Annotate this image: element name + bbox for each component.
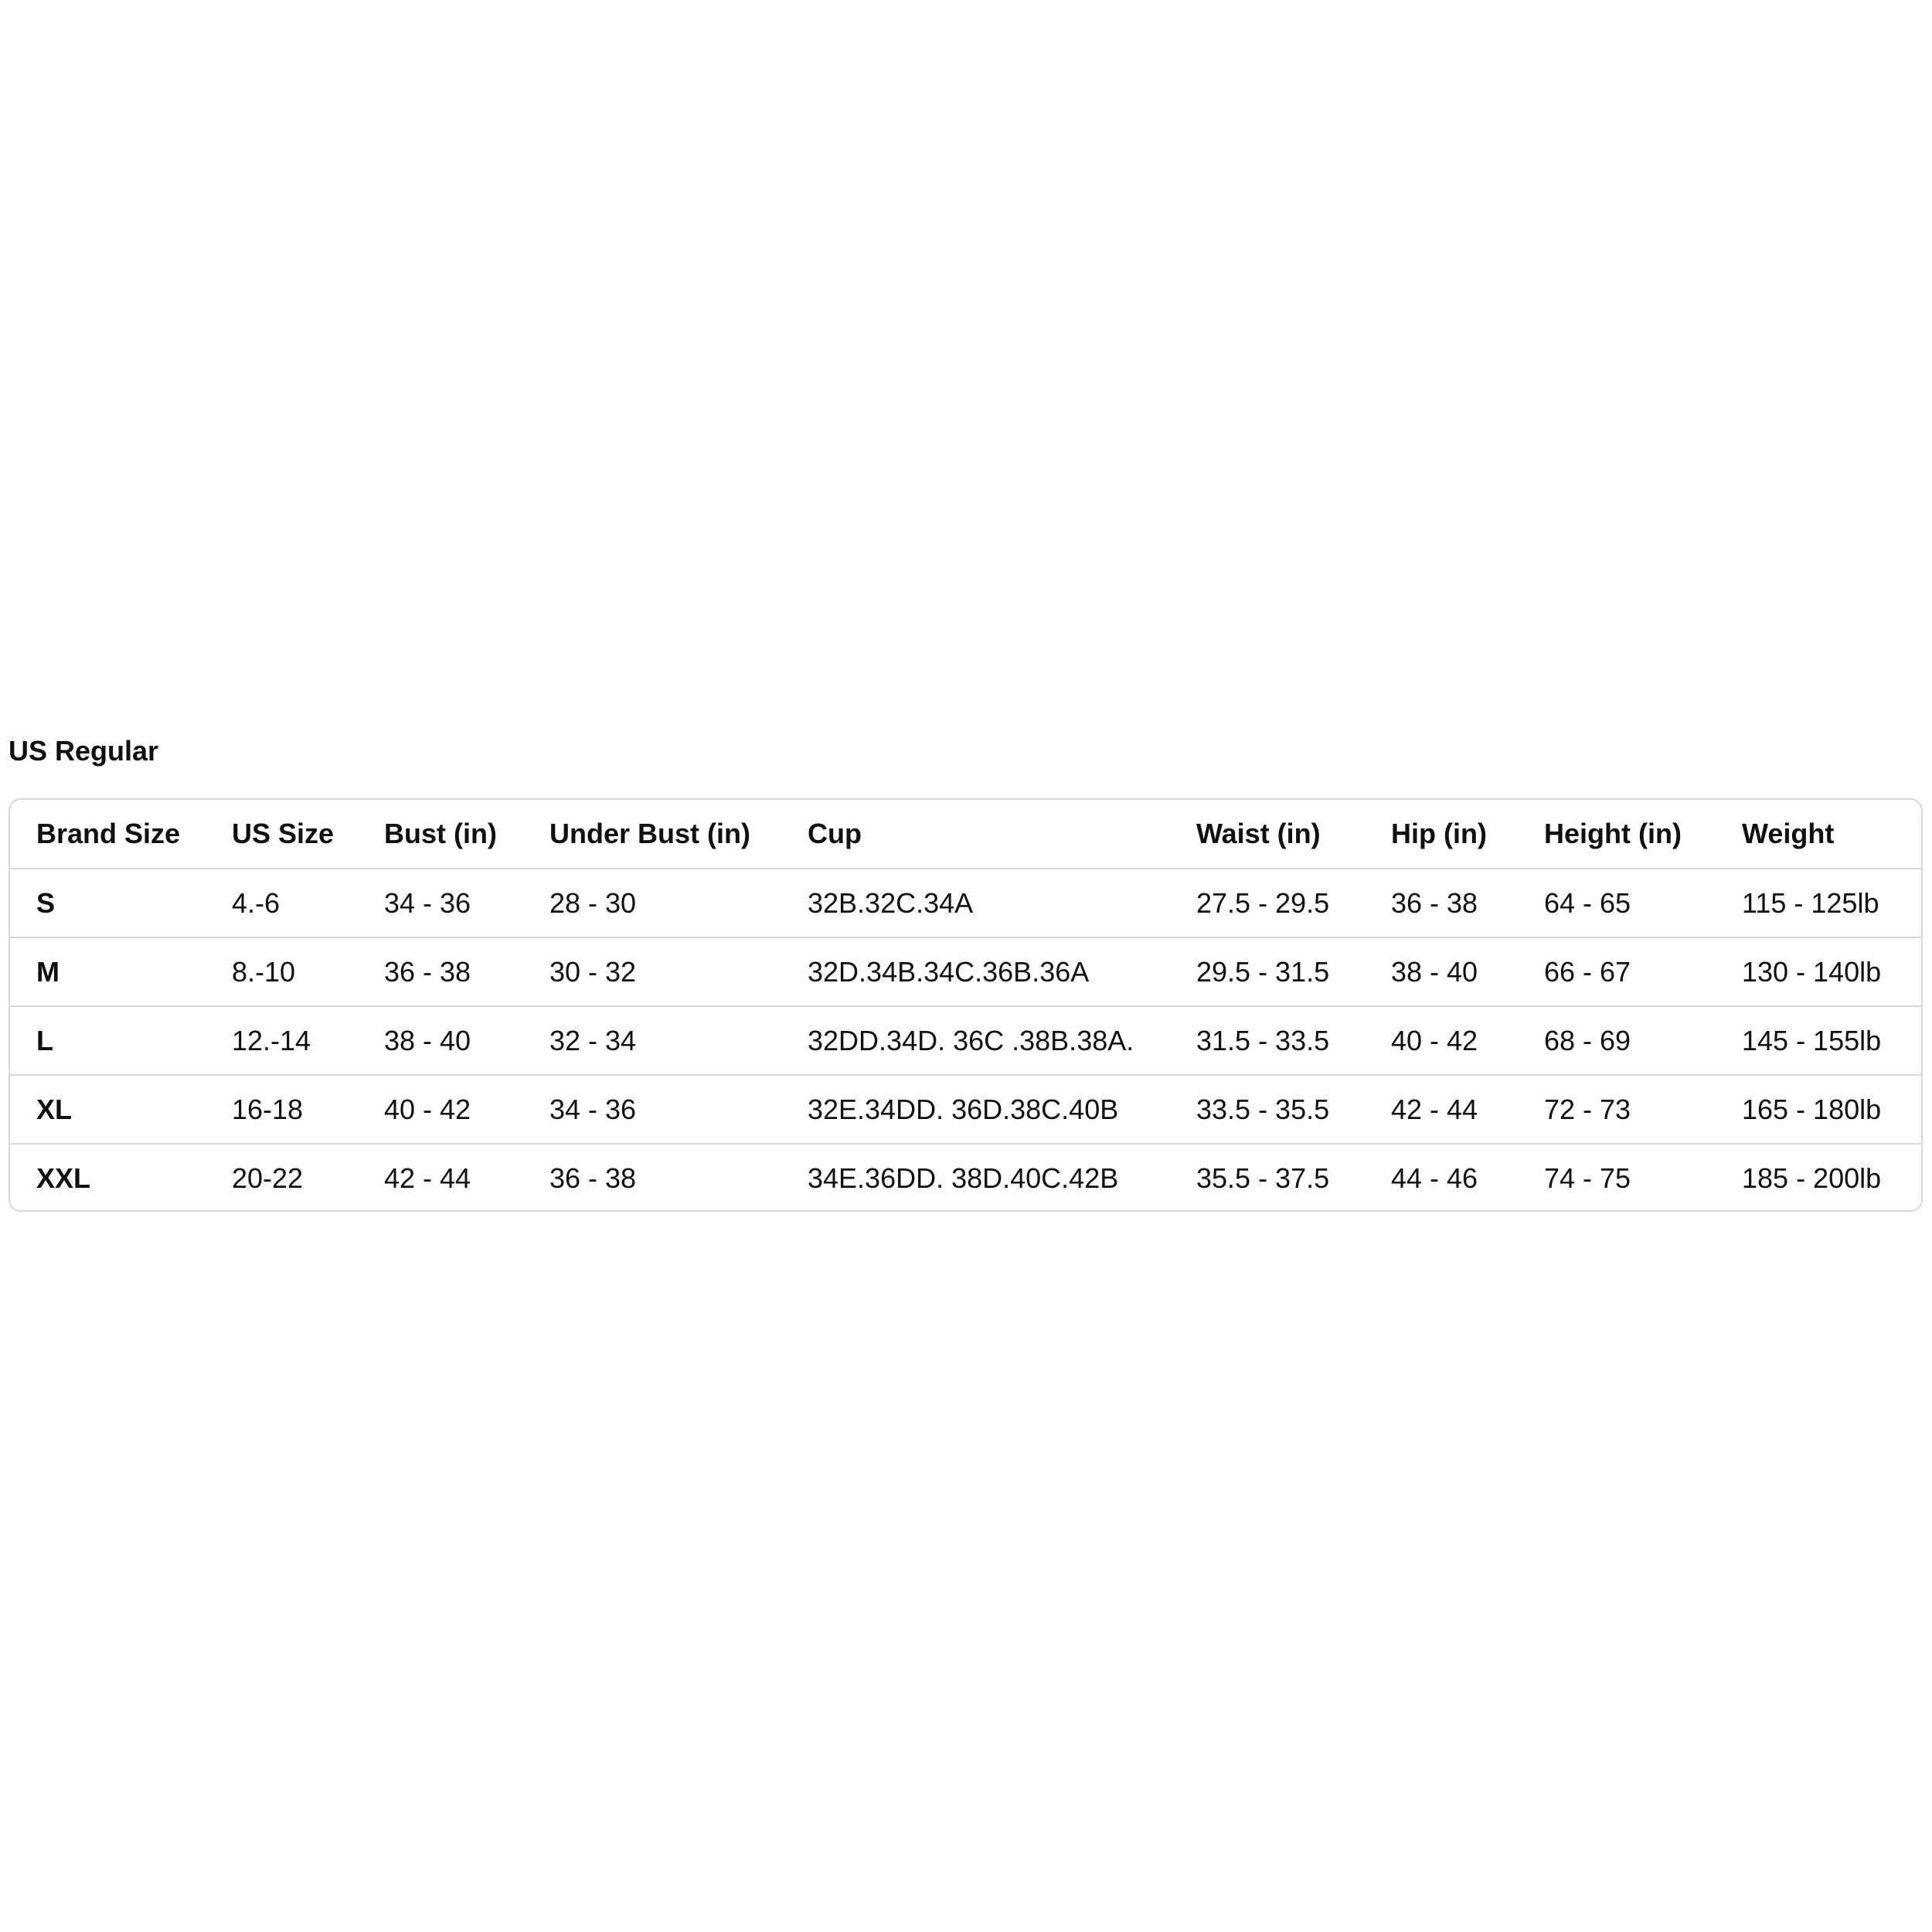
cell-hip: 38 - 40 xyxy=(1391,937,1544,1006)
table-row xyxy=(10,1144,1923,1212)
cell-bust: 36 - 38 xyxy=(384,937,549,1006)
cell-hip: 40 - 42 xyxy=(1391,1006,1544,1075)
cell-cup: 34E.36DD. 38D.40C.42B xyxy=(808,1144,1196,1212)
cell-height: 72 - 73 xyxy=(1544,1075,1742,1144)
column-header-weight: Weight xyxy=(1742,818,1835,849)
section-title: US Regular xyxy=(9,735,159,767)
cell-weight: 185 - 200lb xyxy=(1742,1144,1923,1212)
size-chart-table xyxy=(10,800,1923,1212)
cell-us-size: 4.-6 xyxy=(232,869,384,937)
cell-brand-size: S xyxy=(10,869,232,937)
cell-weight: 130 - 140lb xyxy=(1742,937,1923,1006)
cell-brand-size: M xyxy=(10,937,232,1006)
cell-hip: 42 - 44 xyxy=(1391,1075,1544,1144)
cell-weight: 115 - 125lb xyxy=(1742,869,1923,937)
cell-height: 74 - 75 xyxy=(1544,1144,1742,1212)
cell-waist: 33.5 - 35.5 xyxy=(1196,1075,1391,1144)
cell-brand-size: L xyxy=(10,1006,232,1075)
cell-us-size: 16-18 xyxy=(232,1075,384,1144)
cell-bust: 42 - 44 xyxy=(384,1144,549,1212)
cell-brand-size: XXL xyxy=(10,1144,232,1212)
cell-bust: 38 - 40 xyxy=(384,1006,549,1075)
cell-cup: 32DD.34D. 36C .38B.38A. xyxy=(808,1006,1196,1075)
size-chart-table-container xyxy=(9,798,1923,1212)
cell-hip: 36 - 38 xyxy=(1391,869,1544,937)
cell-height: 66 - 67 xyxy=(1544,937,1742,1006)
cell-height: 64 - 65 xyxy=(1544,869,1742,937)
cell-waist: 35.5 - 37.5 xyxy=(1196,1144,1391,1212)
cell-height: 68 - 69 xyxy=(1544,1006,1742,1075)
cell-under-bust: 28 - 30 xyxy=(549,869,808,937)
table-row xyxy=(10,1006,1923,1075)
column-header-brand-size: Brand Size xyxy=(36,818,181,849)
cell-waist: 27.5 - 29.5 xyxy=(1196,869,1391,937)
cell-us-size: 12.-14 xyxy=(232,1006,384,1075)
table-row xyxy=(10,869,1923,937)
cell-bust: 40 - 42 xyxy=(384,1075,549,1144)
cell-weight: 165 - 180lb xyxy=(1742,1075,1923,1144)
cell-brand-size: XL xyxy=(10,1075,232,1144)
table-header-row xyxy=(10,800,1923,869)
table-row xyxy=(10,937,1923,1006)
cell-under-bust: 32 - 34 xyxy=(549,1006,808,1075)
column-header-hip: Hip (in) xyxy=(1391,818,1487,849)
column-header-us-size: US Size xyxy=(232,818,335,849)
cell-cup: 32D.34B.34C.36B.36A xyxy=(808,937,1196,1006)
cell-cup: 32E.34DD. 36D.38C.40B xyxy=(808,1075,1196,1144)
column-header-bust: Bust (in) xyxy=(384,818,497,849)
table-row xyxy=(10,1075,1923,1144)
cell-us-size: 8.-10 xyxy=(232,937,384,1006)
column-header-height: Height (in) xyxy=(1544,818,1682,849)
cell-cup: 32B.32C.34A xyxy=(808,869,1196,937)
cell-waist: 31.5 - 33.5 xyxy=(1196,1006,1391,1075)
column-header-cup: Cup xyxy=(808,818,862,849)
cell-us-size: 20-22 xyxy=(232,1144,384,1212)
cell-weight: 145 - 155lb xyxy=(1742,1006,1923,1075)
column-header-under-bust: Under Bust (in) xyxy=(549,818,750,849)
cell-waist: 29.5 - 31.5 xyxy=(1196,937,1391,1006)
cell-bust: 34 - 36 xyxy=(384,869,549,937)
cell-under-bust: 30 - 32 xyxy=(549,937,808,1006)
cell-under-bust: 34 - 36 xyxy=(549,1075,808,1144)
column-header-waist: Waist (in) xyxy=(1196,818,1321,849)
cell-under-bust: 36 - 38 xyxy=(549,1144,808,1212)
cell-hip: 44 - 46 xyxy=(1391,1144,1544,1212)
